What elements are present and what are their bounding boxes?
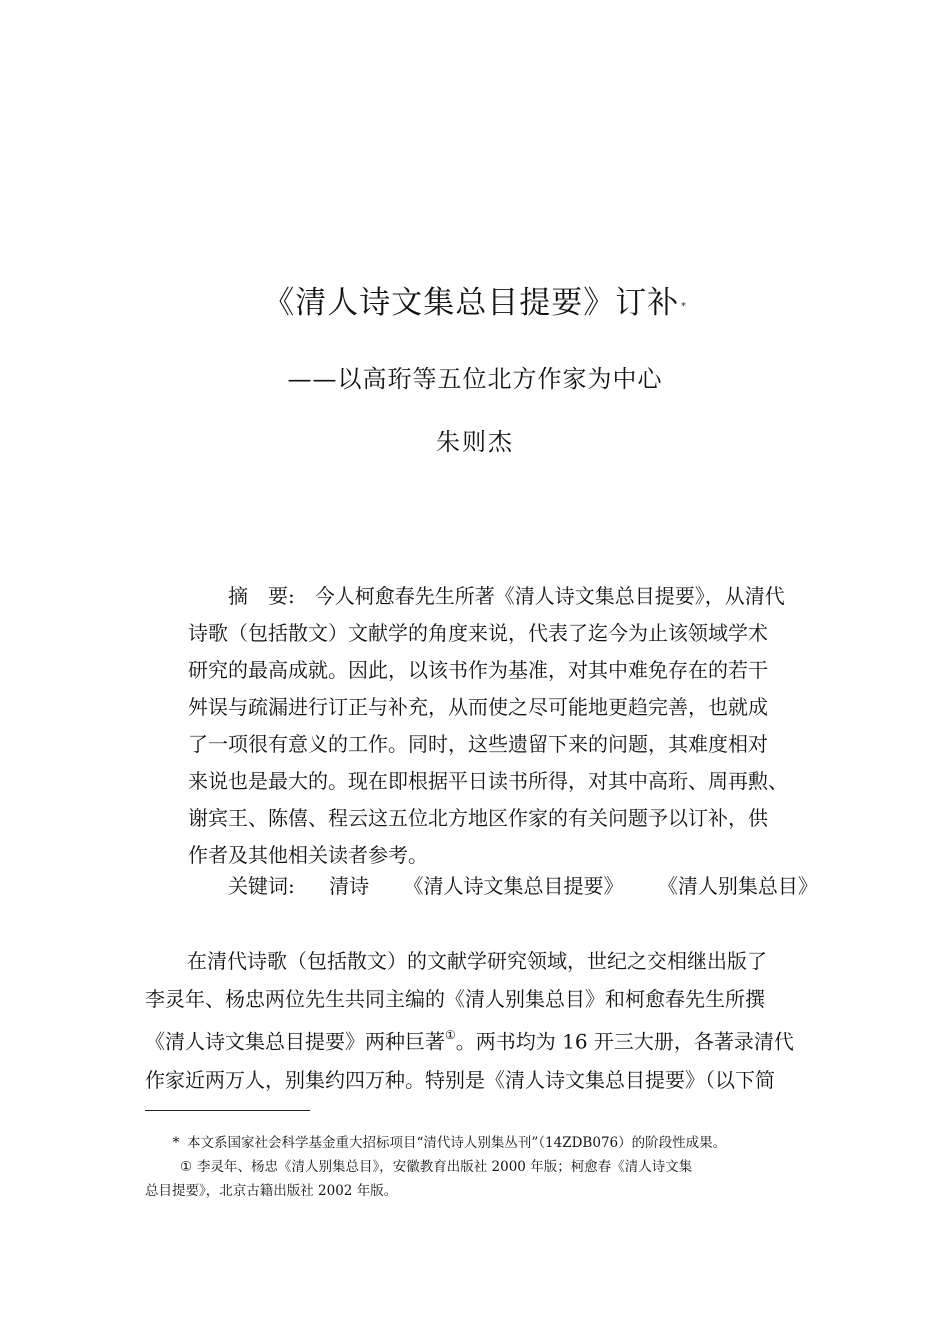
body-line: 在清代诗歌（包括散文）的文献学研究领域，世纪之交相继出版了 — [187, 949, 767, 973]
keyword: 《清人别集总目》 — [657, 874, 818, 898]
abstract-line: 作者及其他相关读者参考。 — [188, 843, 428, 867]
abstract-line: 舛误与疏漏进行订正与补充，从而使之尽可能地更趋完善，也就成 — [188, 695, 768, 719]
body-line: 作家近两万人，别集约四万种。特别是《清人诗文集总目提要》（以下简 — [145, 1067, 775, 1092]
keywords — [228, 868, 846, 905]
abstract-line: 了一项很有意义的工作。同时，这些遗留下来的问题，其难度相对 — [188, 732, 768, 756]
keyword: 清诗 — [329, 874, 370, 898]
footnote-divider — [145, 1110, 310, 1111]
abstract-line: 谢宾王、陈僖、程云这五位北方地区作家的有关问题予以订补，供 — [188, 806, 768, 830]
abstract-label: 摘 要: — [228, 584, 295, 608]
footnote-mark: ① — [179, 1159, 193, 1175]
abstract-line: 摘 要: 今人柯愈春先生所著《清人诗文集总目提要》，从清代 — [228, 584, 785, 608]
article-title-text: 《清人诗文集总目提要》订补 — [263, 285, 680, 321]
footnote-continuation: 总目提要》，北京古籍出版社 2002 年版。 — [145, 1183, 398, 1199]
body-text — [145, 942, 805, 1099]
body-line: 《清人诗文集总目提要》两种巨著①。两书均为 16 开三大册，各著录清代 — [145, 1028, 794, 1054]
footnote-ref[interactable]: ① — [445, 1028, 456, 1042]
keyword: 《清人诗文集总目提要》 — [403, 874, 624, 898]
author-name: 朱则杰 — [436, 428, 514, 456]
article-title — [0, 282, 950, 324]
footnote-mark: * — [172, 1135, 180, 1151]
abstract-line: 诗歌（包括散文）文献学的角度来说，代表了迄今为止该领域学术 — [188, 621, 768, 645]
abstract — [188, 578, 806, 874]
abstract-line: 研究的最高成就。因此，以该书作为基准，对其中难免存在的若干 — [188, 658, 768, 682]
footnote: * 本文系国家社会科学基金重大招标项目“清代诗人别集丛刊”（14ZDB076）的阶段性成果。 — [145, 1131, 805, 1155]
footnotes — [145, 1131, 805, 1203]
title-footnote-mark: * — [681, 302, 687, 312]
abstract-line: 来说也是最大的。现在即根据平日读书所得，对其中高珩、周再勲、 — [188, 769, 788, 793]
footnote: ① 李灵年、杨忠《清人别集总目》，安徽教育出版社 2000 年版；柯愈春《清人诗文集 — [145, 1155, 805, 1179]
body-line: 李灵年、杨忠两位先生共同主编的《清人别集总目》和柯愈春先生所撰 — [145, 987, 765, 1011]
article-subtitle: ——以高珩等五位北方作家为中心 — [287, 365, 663, 393]
keywords-label: 关键词: — [228, 874, 295, 898]
